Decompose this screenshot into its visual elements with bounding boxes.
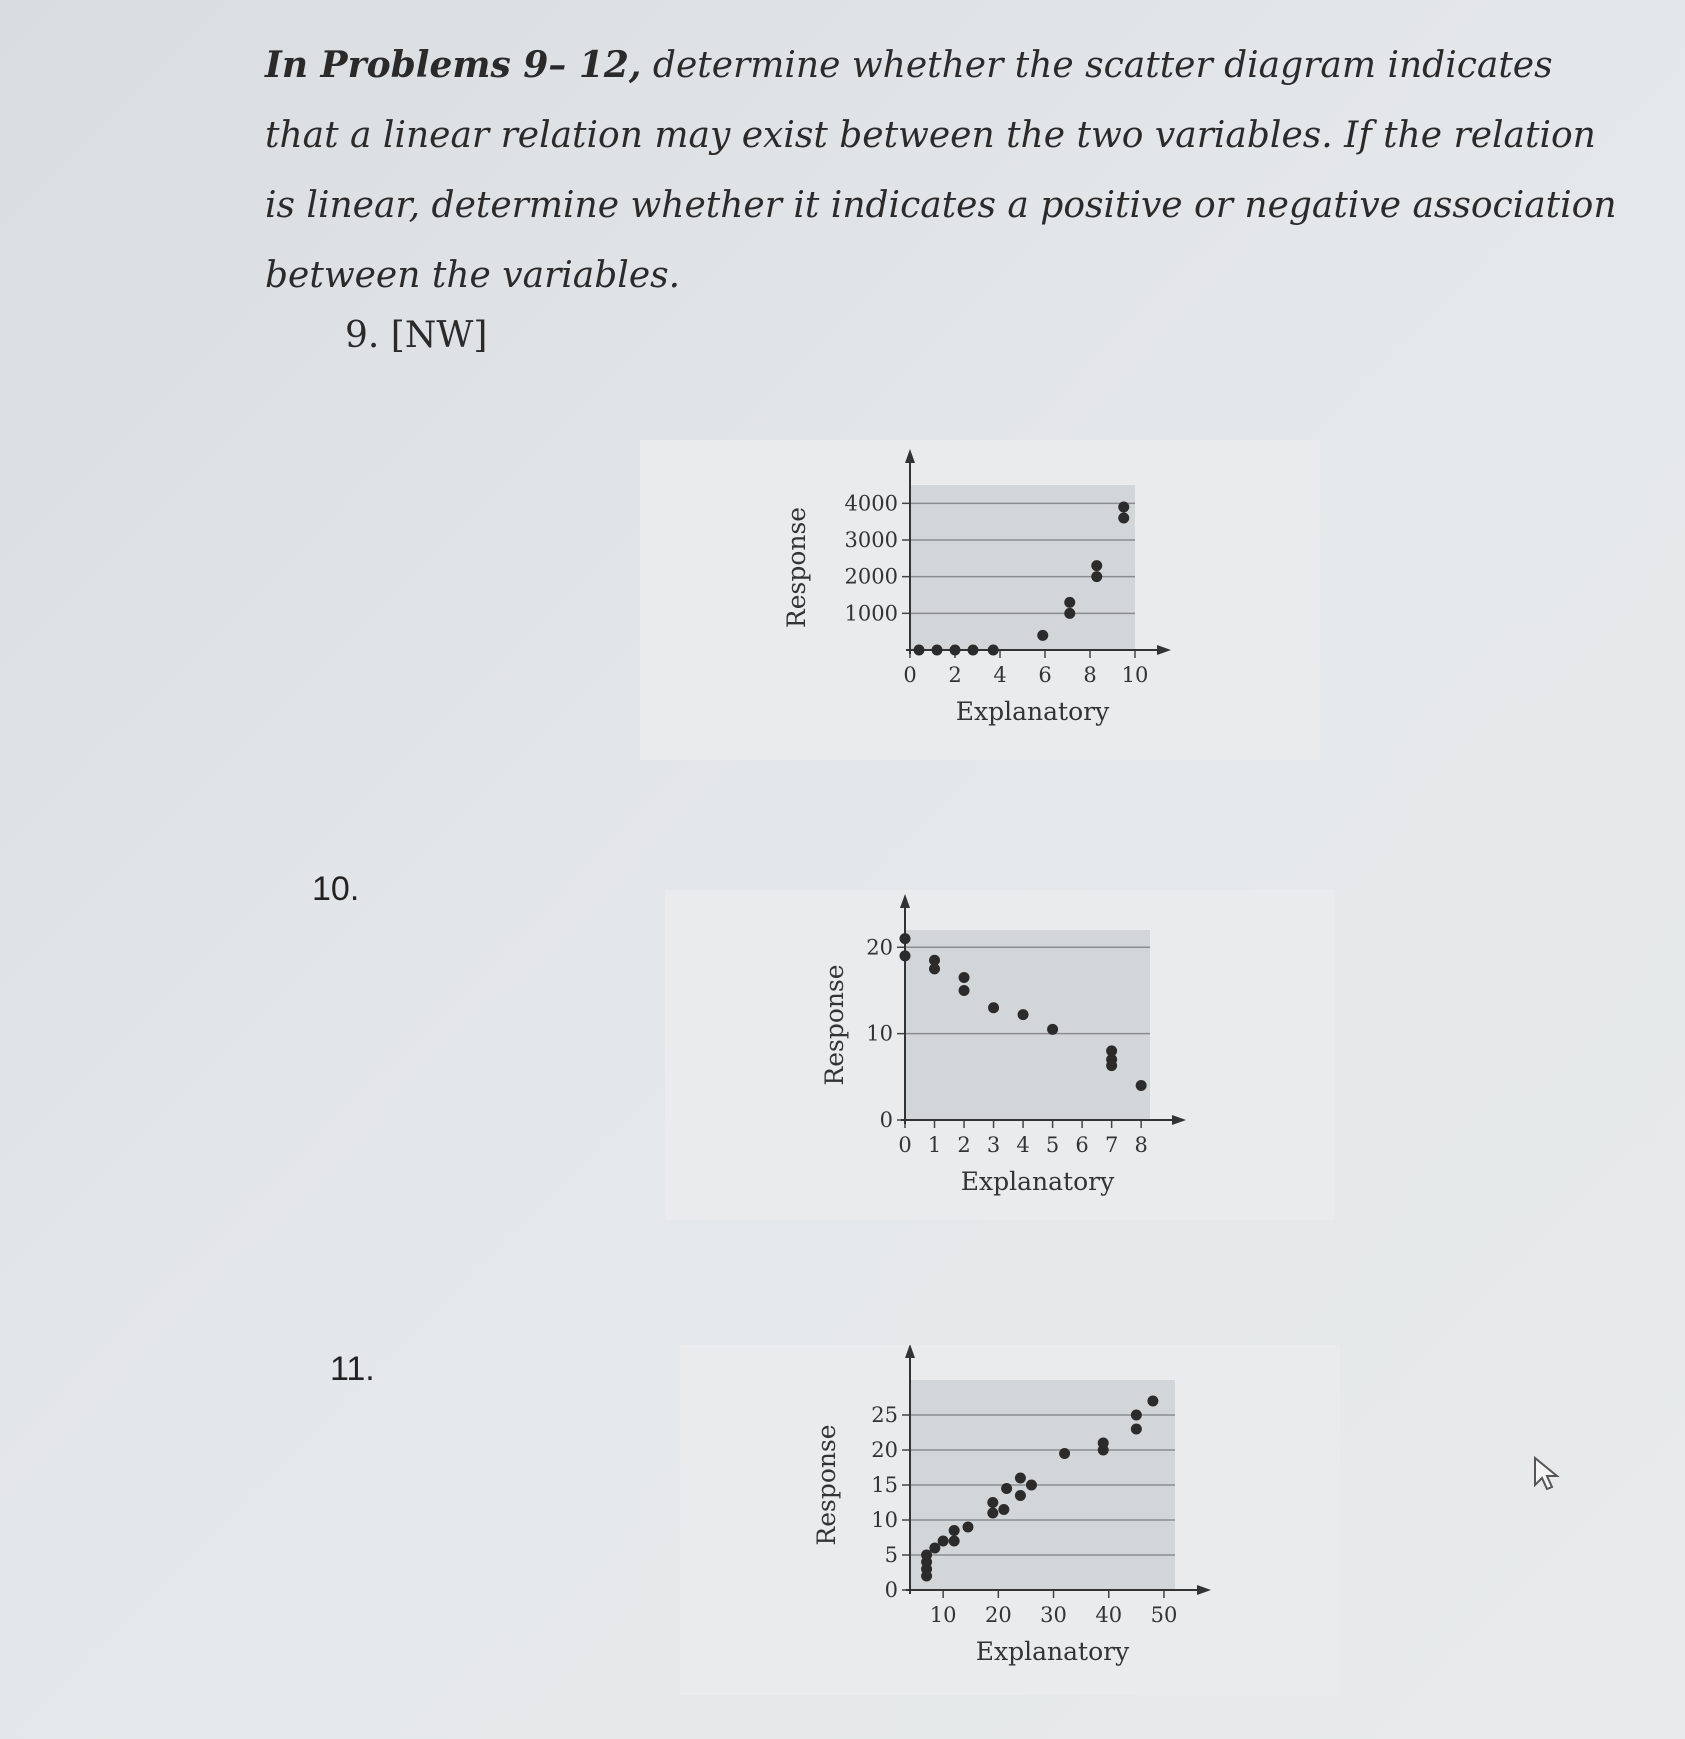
data-point bbox=[1098, 1438, 1109, 1449]
y-axis-arrow bbox=[905, 449, 915, 463]
data-point bbox=[1147, 1396, 1158, 1407]
x-tick-label: 1 bbox=[927, 1133, 942, 1157]
data-point bbox=[1015, 1490, 1026, 1501]
y-axis-title: Response bbox=[820, 964, 849, 1086]
y-tick-label: 10 bbox=[871, 1508, 898, 1532]
data-point bbox=[1047, 1024, 1058, 1035]
y-tick-label: 0 bbox=[884, 1578, 898, 1602]
y-tick-label: 3000 bbox=[844, 528, 898, 552]
x-tick-label: 4 bbox=[993, 663, 1007, 687]
x-axis-arrow bbox=[1157, 645, 1171, 655]
x-tick-label: 8 bbox=[1134, 1133, 1148, 1157]
y-tick-label: 2000 bbox=[844, 564, 898, 589]
problem-9-label: 9. [NW] bbox=[345, 315, 488, 356]
data-point bbox=[1118, 502, 1129, 513]
scatter-plot-9 bbox=[640, 440, 1320, 760]
y-tick-label: 4000 bbox=[844, 491, 898, 516]
x-tick-label: 10 bbox=[1121, 663, 1149, 687]
x-tick-label: 6 bbox=[1075, 1133, 1089, 1157]
data-point bbox=[1018, 1009, 1029, 1020]
x-tick-label: 5 bbox=[1045, 1133, 1060, 1157]
x-tick-label: 0 bbox=[898, 1133, 912, 1157]
mouse-cursor-icon bbox=[1532, 1455, 1566, 1495]
y-axis-title: Response bbox=[812, 1424, 841, 1546]
y-tick-label: 20 bbox=[871, 1438, 898, 1462]
scatter-plot-11 bbox=[680, 1345, 1340, 1695]
scatter-plot-10 bbox=[665, 890, 1335, 1220]
x-tick-label: 3 bbox=[986, 1133, 1001, 1157]
x-tick-label: 30 bbox=[1040, 1603, 1067, 1627]
x-tick-label: 0 bbox=[903, 663, 917, 687]
scatter-plot-11-card bbox=[680, 1345, 1340, 1695]
data-point bbox=[1064, 597, 1075, 608]
data-point bbox=[1015, 1473, 1026, 1484]
plot-area bbox=[905, 930, 1150, 1120]
data-point bbox=[1037, 630, 1048, 641]
data-point bbox=[1131, 1424, 1142, 1435]
data-point bbox=[998, 1504, 1009, 1515]
x-tick-label: 2 bbox=[948, 663, 962, 687]
data-point bbox=[938, 1536, 949, 1547]
problem-11-label: 11. bbox=[330, 1350, 375, 1388]
x-tick-label: 8 bbox=[1083, 663, 1097, 687]
instructions-lead: In Problems 9– 12, bbox=[265, 44, 642, 86]
data-point bbox=[900, 933, 911, 944]
x-axis-arrow bbox=[1197, 1585, 1211, 1595]
data-point bbox=[1064, 608, 1075, 619]
y-tick-label: 1000 bbox=[844, 601, 898, 626]
data-point bbox=[1059, 1448, 1070, 1459]
data-point bbox=[987, 1497, 998, 1508]
data-point bbox=[949, 1536, 960, 1547]
x-axis-title: Explanatory bbox=[960, 1167, 1115, 1196]
data-point bbox=[1091, 560, 1102, 571]
x-tick-label: 7 bbox=[1104, 1133, 1119, 1157]
y-tick-label: 5 bbox=[884, 1543, 898, 1567]
x-tick-label: 10 bbox=[929, 1603, 957, 1627]
y-axis-arrow bbox=[900, 894, 910, 908]
y-tick-label: 10 bbox=[866, 1021, 893, 1046]
data-point bbox=[1026, 1480, 1037, 1491]
data-point bbox=[914, 645, 925, 656]
data-point bbox=[1118, 513, 1129, 524]
y-axis-arrow bbox=[905, 1345, 915, 1358]
data-point bbox=[959, 985, 970, 996]
y-tick-label: 20 bbox=[866, 935, 893, 960]
x-tick-label: 40 bbox=[1095, 1603, 1123, 1627]
data-point bbox=[968, 645, 979, 656]
data-point bbox=[962, 1522, 973, 1533]
instructions bbox=[265, 30, 1635, 311]
data-point bbox=[959, 972, 970, 983]
data-point bbox=[1136, 1080, 1147, 1091]
data-point bbox=[950, 645, 961, 656]
data-point bbox=[1106, 1045, 1117, 1056]
y-tick-label: 25 bbox=[871, 1403, 898, 1427]
y-tick-label: 15 bbox=[871, 1473, 898, 1497]
data-point bbox=[1131, 1410, 1142, 1421]
data-point bbox=[1091, 571, 1102, 582]
data-point bbox=[932, 645, 943, 656]
x-axis-arrow bbox=[1172, 1115, 1186, 1125]
scatter-plot-10-card bbox=[665, 890, 1335, 1220]
instructions-text: determine whether the scatter diagram indicates that a linear relation may exist between the two variables. If the relation is linear, determine whether it indicates a positive or negative association between the variables. bbox=[265, 45, 1617, 296]
data-point bbox=[900, 950, 911, 961]
data-point bbox=[987, 1508, 998, 1519]
problem-10-label: 10. bbox=[312, 870, 360, 908]
data-point bbox=[988, 645, 999, 656]
data-point bbox=[929, 955, 940, 966]
data-point bbox=[1001, 1483, 1012, 1494]
data-point bbox=[1106, 1060, 1117, 1071]
x-tick-label: 20 bbox=[984, 1603, 1012, 1627]
y-tick-label: 0 bbox=[879, 1108, 893, 1132]
x-axis-title: Explanatory bbox=[975, 1637, 1130, 1666]
x-tick-label: 50 bbox=[1150, 1603, 1178, 1627]
x-tick-label: 2 bbox=[957, 1133, 971, 1157]
data-point bbox=[988, 1002, 999, 1013]
scatter-plot-9-card bbox=[640, 440, 1320, 760]
y-axis-title: Response bbox=[782, 506, 811, 629]
data-point bbox=[949, 1525, 960, 1536]
x-axis-title: Explanatory bbox=[955, 697, 1110, 726]
x-tick-label: 6 bbox=[1038, 663, 1052, 687]
x-tick-label: 4 bbox=[1016, 1133, 1030, 1157]
